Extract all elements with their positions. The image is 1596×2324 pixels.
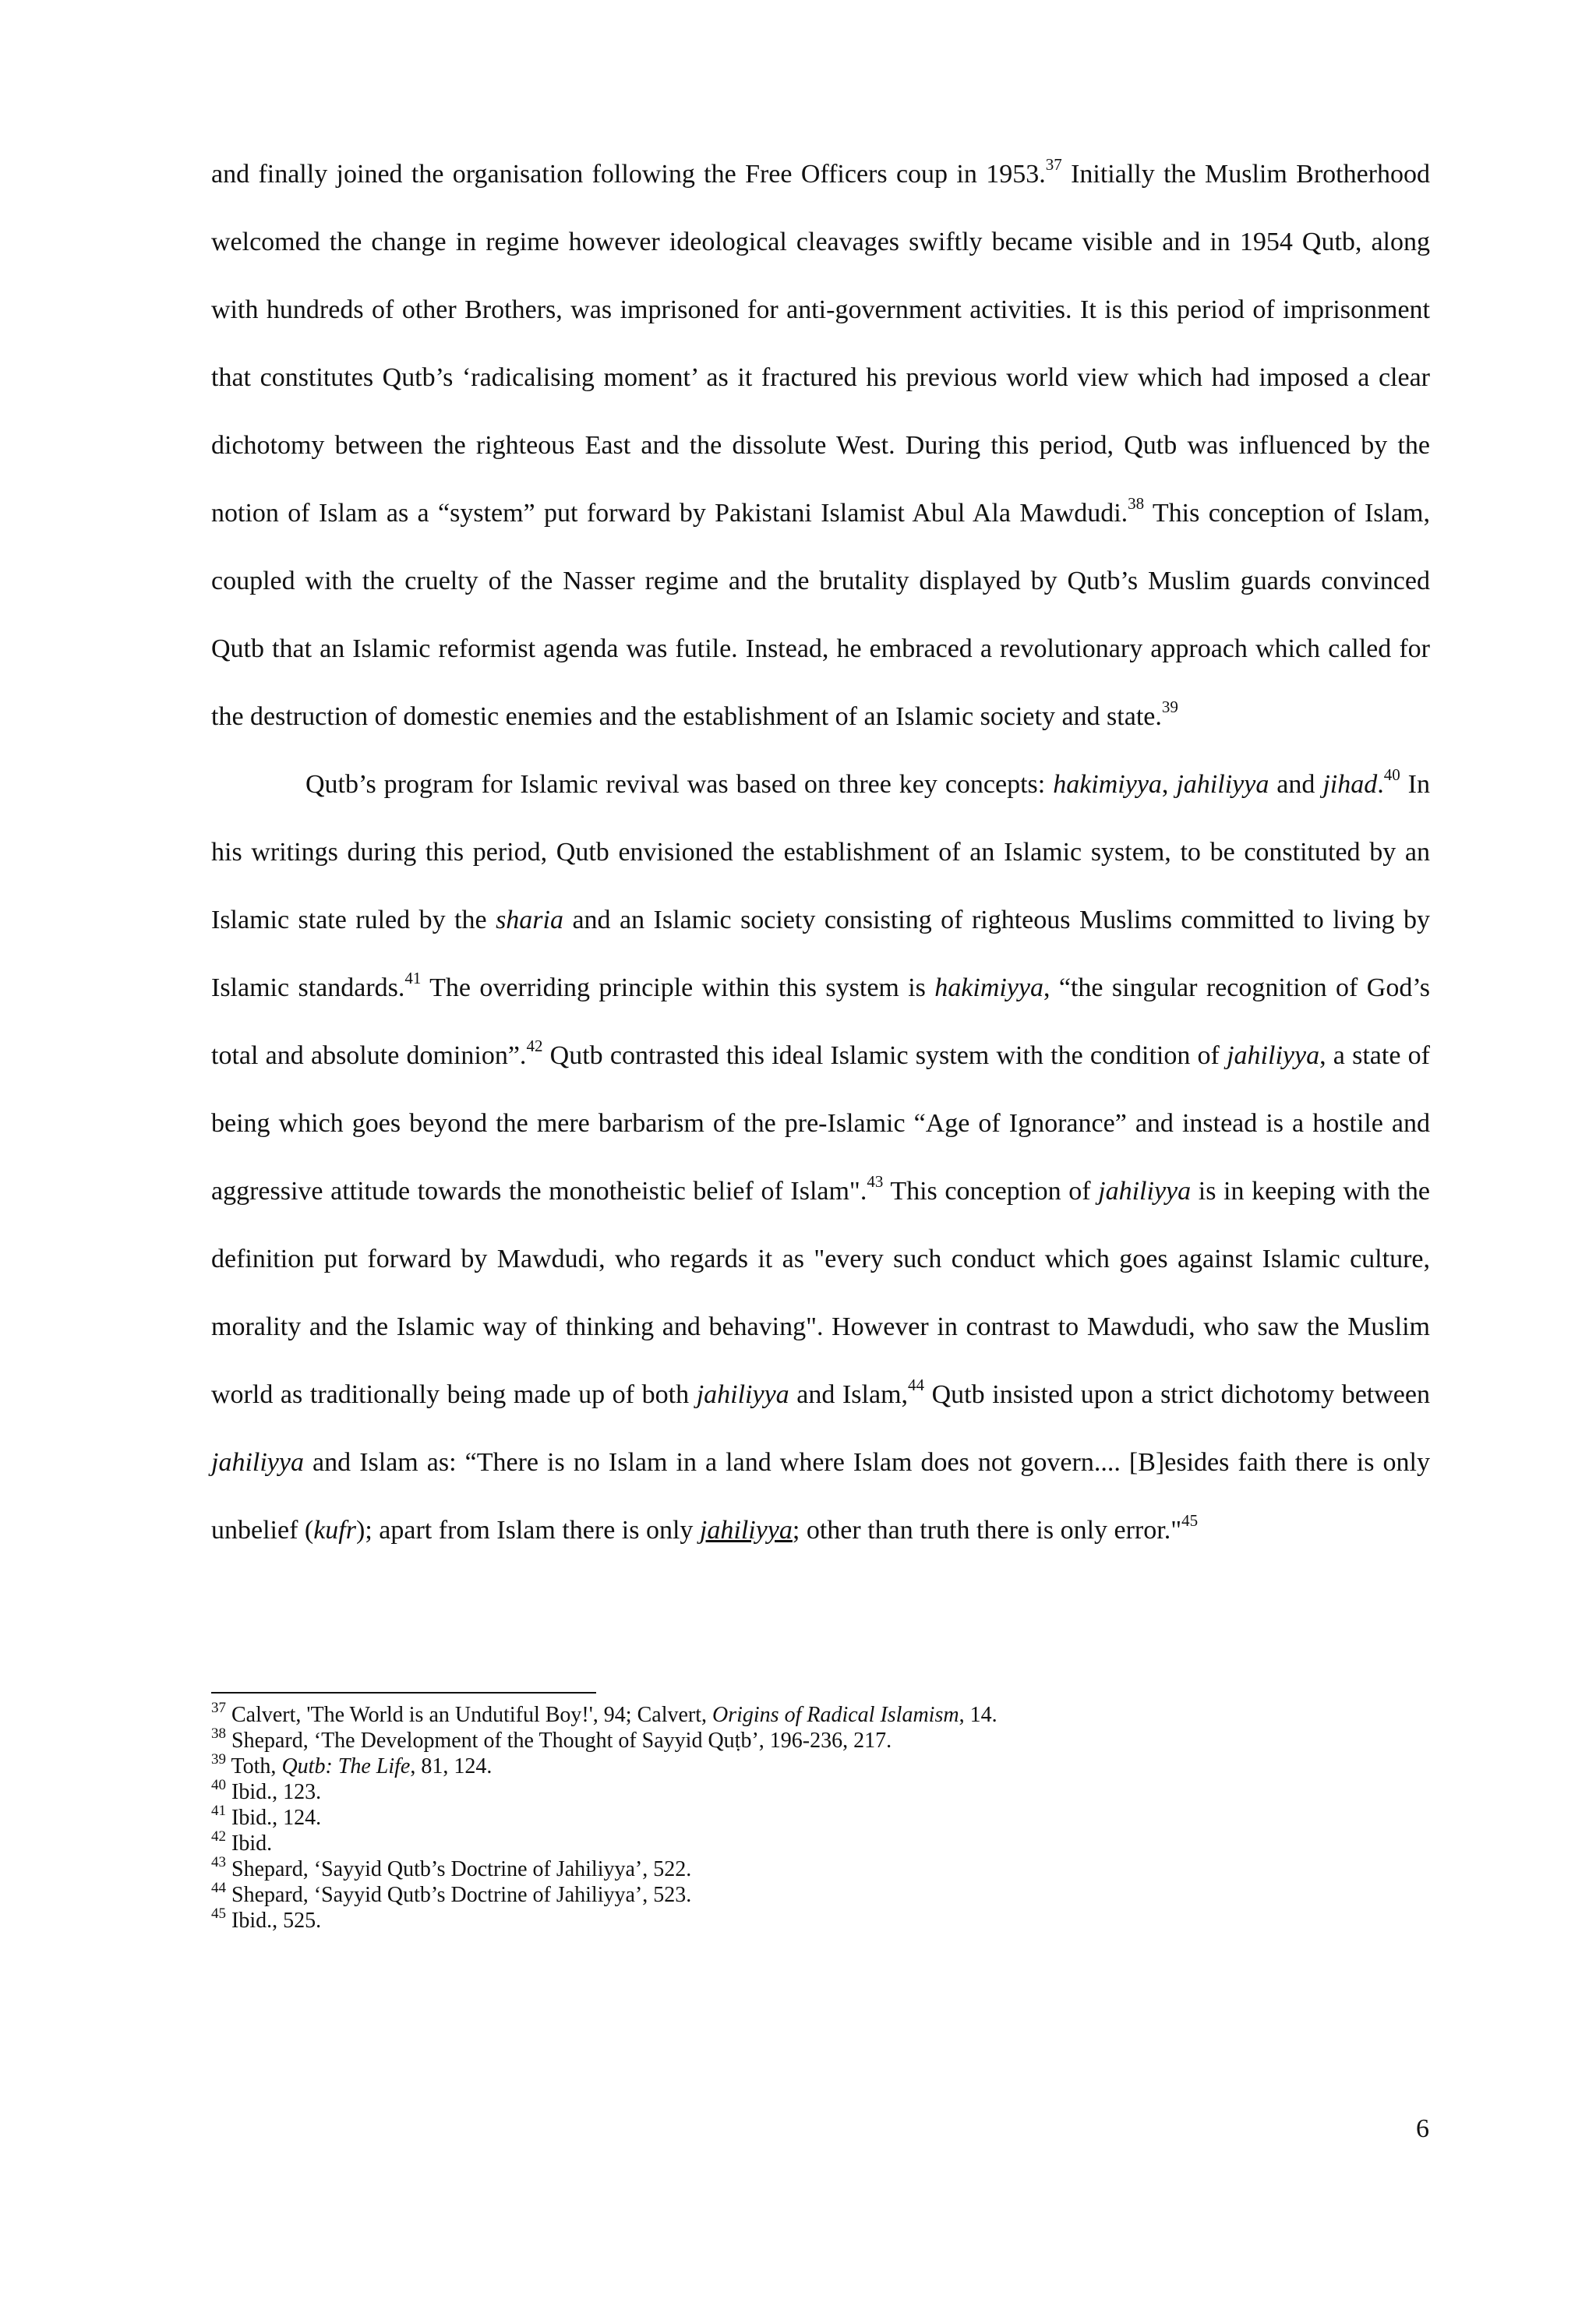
italic-term: hakimiyya [934,973,1044,1002]
text-run: This conception of Islam, coupled with the cruelty of the Nasser regime and the brutality displayed by Qutb’s Muslim guards convinced Qutb that an Islamic reformist agenda was futile. Instead, he embraced a revolutionary approach which called for the destruction of domestic enemies and the establishment of an Islamic society and state. [211,499,1430,731]
page-number: 6 [1416,2114,1429,2143]
footnote [211,1828,1430,1856]
text-run: Shepard, ‘The Development of the Thought of Sayyid Quṭb’, 196-236, 217. [231,1729,892,1753]
footnote [211,1750,1430,1779]
text-run: , 14. [959,1703,998,1727]
italic-term: jahiliyya [696,1380,789,1409]
italic-term: jahiliyya [1098,1177,1192,1206]
text-run: Ibid., 124. [231,1806,322,1830]
footnote [211,1905,1430,1934]
text-run: , “the singular recognition of God’s total and absolute dominion”. [211,973,1430,1070]
footnote-number: 44 [211,1879,226,1896]
text-run: ); apart from Islam there is only [356,1516,700,1545]
text-run: Qutb contrasted this ideal Islamic system with the condition of [542,1041,1227,1070]
footnote-separator [211,1692,596,1694]
footnote-number: 38 [211,1725,226,1742]
text-run: ; other than truth there is only error." [792,1516,1182,1545]
italic-term: jahiliyya [211,1448,304,1477]
footnote-reference: 43 [867,1171,884,1191]
text-run: and [1269,770,1323,799]
text-run: Ibid., 123. [231,1780,322,1804]
italic-term: sharia [496,906,563,934]
text-run: This conception of [883,1177,1099,1206]
footnote [211,1853,1430,1882]
text-run: , a state of being which goes beyond the mere barbarism of the pre-Islamic “Age of Ignorance” and instead is a hostile and aggressive attitude towards the monotheistic belief of Islam". [211,1041,1430,1206]
footnote-reference: 37 [1045,154,1062,174]
text-run: Initially the Muslim Brotherhood welcomed the change in regime however ideological cleavages swiftly became visible and in 1954 Qutb, along with hundreds of other Brothers, was imprisoned for anti-government activities. It is this period of imprisonment that constitutes Qutb’s ‘radicalising moment’ as it fractured his previous world view which had imposed a clear dichotomy between the righteous East and the dissolute West. During this period, Qutb was influenced by the notion of Islam as a “system” put forward by Pakistani Islamist Abul Ala Mawdudi. [211,160,1431,528]
italic-term: jihad [1322,770,1378,799]
text-run: Shepard, ‘Sayyid Qutb’s Doctrine of Jahiliyya’, 523. [231,1883,692,1907]
footnote-number: 37 [211,1699,226,1716]
text-run: and an Islamic society consisting of righteous Muslims committed to living by Islamic standards. [211,906,1430,1002]
footnote [211,1802,1430,1831]
text-run: and Islam, [789,1380,909,1409]
footnote [211,1776,1430,1805]
footnote-reference: 42 [526,1036,543,1055]
text-run: Shepard, ‘Sayyid Qutb’s Doctrine of Jahiliyya’, 522. [231,1857,692,1881]
footnote [211,1725,1430,1754]
underlined-italic-term: jahiliyya [699,1516,793,1545]
footnote-reference: 41 [404,968,422,987]
footnote-reference: 38 [1128,493,1145,513]
paragraph [211,751,1430,1564]
footnote-reference: 44 [908,1375,925,1394]
italic-term: jahiliyya [1176,770,1269,799]
footnote [211,1699,1430,1728]
italic-term: hakimiyya [1053,770,1162,799]
footnote-number: 42 [211,1828,226,1845]
text-run: In his writings during this period, Qutb envisioned the establishment of an Islamic system, to be constituted by an Islamic state ruled by the [211,770,1431,934]
text-run: Calvert, 'The World is an Undutiful Boy!', 94; Calvert, [231,1703,712,1727]
text-run: and Islam as: “There is no Islam in a land where Islam does not govern.... [B]esides faith there is only unbelief ( [211,1448,1430,1545]
text-run: , 81, 124. [410,1754,493,1778]
footnotes [211,1699,1430,1934]
footnote-number: 40 [211,1776,226,1793]
italic-term: Origins of Radical Islamism [712,1703,959,1727]
italic-term: Qutb: The Life [281,1754,411,1778]
text-run: is in keeping with the definition put forward by Mawdudi, who regards it as "every such conduct which goes against Islamic culture, morality and the Islamic way of thinking and behaving". However in contrast to Mawdudi, who saw the Muslim world as traditionally being made up of both [211,1177,1430,1409]
footnote-number: 39 [211,1750,226,1768]
text-run: Ibid., 525. [231,1909,322,1933]
text-run: . [1377,770,1384,799]
text-run: Ibid. [231,1831,273,1856]
italic-term: kufr [313,1516,356,1545]
text-run: and finally joined the organisation following the Free Officers coup in 1953. [211,160,1046,189]
paragraph [211,140,1430,751]
text-run: The overriding principle within this system is [421,973,935,1002]
footnote [211,1879,1430,1908]
text-run: , [1161,770,1177,799]
text-run: Qutb’s program for Islamic revival was based on three key concepts: [305,770,1054,799]
footnote-reference: 40 [1383,765,1400,784]
italic-term: jahiliyya [1227,1041,1320,1070]
footnote-number: 43 [211,1853,226,1870]
footnote-number: 41 [211,1802,226,1819]
footnote-reference: 45 [1181,1510,1199,1530]
footnote-number: 45 [211,1905,226,1922]
body-text [211,140,1430,1564]
footnote-reference: 39 [1161,697,1178,716]
text-run: Toth, [231,1754,282,1778]
text-run: Qutb insisted upon a strict dichotomy between [924,1380,1430,1409]
